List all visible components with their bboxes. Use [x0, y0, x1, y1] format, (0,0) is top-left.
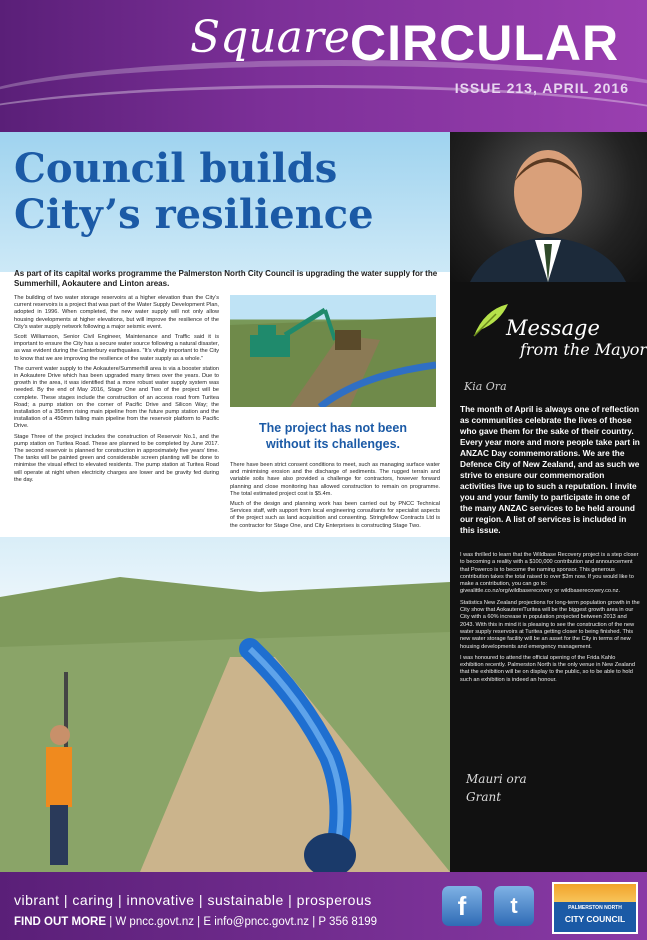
facebook-icon[interactable]: f: [442, 886, 482, 926]
masthead-title-script: Square: [190, 12, 350, 63]
greeting: Kia Ora: [464, 380, 507, 393]
council-values: vibrant | caring | innovative | sustainable | prosperous: [14, 892, 372, 908]
logo-text-line2: CITY COUNCIL: [564, 914, 626, 924]
mayor-portrait: [450, 132, 647, 282]
find-out-more-label: FIND OUT MORE: [14, 916, 106, 928]
article-column-2: [230, 462, 440, 533]
main-article: [0, 132, 450, 872]
pull-quote: The project has not been without its challenges.: [259, 421, 407, 451]
footer: [0, 872, 647, 940]
paragraph: Scott Williamson, Senior Civil Engineer, Maintenance and Traffic said it is important to ensure the City has a secure water source following a natural disaster, as was evident during the Canterbury earthquakes. “It’s vitally important to the City to know that we are improving the resilience of the water supply as a whole.”: [14, 334, 219, 362]
signoff: Mauri ora: [466, 772, 527, 786]
paragraph: I was honoured to attend the official opening of the Frida Kahlo exhibition recently. Palmerston North is the only venue in New Zealand that the exhibition will be on display to the public, so to be able to hold such an exhibition is indeed an honour.: [460, 654, 635, 683]
paragraph: There have been strict consent conditions to meet, such as managing surface water and minimising erosion and the discharge of sediments. The rugged terrain and variable soils have also provided a challenge for contractors, however forward planning and close monitoring has allowed construction to remain on programme. The total estimated project cost is $5.4m.: [230, 462, 440, 497]
mayor-lead-text: The month of April is always one of reflection as communities celebrate the lives of those who gave them for the sake of their country. Every year more and more people take part in ANZAC Day commemorations. We are the Defence City of New Zealand, and as such we strive to ensure our commemoration activities live up to such a reputation. I invite you and your family to participate in one of the many ANZAC services to be held around our region. A list of services is included in this issue.: [460, 404, 640, 535]
message-title: Message: [506, 316, 600, 340]
logo-text-line1: PALMERSTON NORTH: [568, 905, 622, 911]
article-column-1: [14, 295, 219, 487]
issue-label: ISSUE 213, APRIL 2016: [454, 80, 629, 96]
paragraph: The building of two water storage reservoirs at a higher elevation than the City’s current reservoirs is a project that was part of the Water Supply Development Plan, adopted in 1996. When completed, the new water supply will not only allow housing developments at higher elevations, but will improve the resilience of the City’s water supply network following a major seismic event.: [14, 295, 219, 330]
paragraph: The current water supply to the Aokautere/Summerhill area is via a booster station in Aokautere Drive which has been upgraded many times over the years. Due to growth in the area, it was identified that a more robust water supply system was needed. By the end of May 2016, Stage One and Two of the project will be complete. These stages include the construction of an access road from Turitea Road; a pump station on the corner of Pacific Drive and Silicon Way; the installation of a 355mm rising main pipeline from the future pump station and the installation of a 450mm falling main pipeline from the reservoir platform to Pacific Drive.: [14, 365, 219, 430]
masthead-title-main: CIRCULAR: [350, 15, 620, 71]
logo-band: [554, 884, 636, 902]
pipeline-photo: [0, 537, 450, 872]
paragraph: Stage Three of the project includes the construction of Reservoir No.1, and the pump station on Turitea Road. These are planned to be completed by June 2017. The second reservoir is planned for construction in approximately five years’ time. The tanks will be painted green and considerable screen planting will be done to minimise the visual effect to elevated residents. The pump station at Turitea Road will operate at night when electricity charges are lower and be gravity fed during the day.: [14, 433, 219, 483]
signature-name: Grant: [466, 790, 502, 804]
paragraph: I was thrilled to learn that the Wildbase Recovery project is a step closer to becoming a reality with a $100,000 contribution and announcement that Powerco is to become the naming sponsor. This generous contribution takes the total raised to over $3m now. If you would like to make a contribution, you can go to: givealittle.co.nz/org/wildbaserecovery or wildbaserecovery.co.nz.: [460, 552, 639, 595]
quill-icon: [470, 300, 510, 345]
paragraph: Much of the design and planning work has been carried out by PNCC Technical Services staff, with support from local engineering consultants for specialist aspects of the project such as land acquisition and consenting. Stringfellow Contracts Ltd is the contractor for Stage One, and City Enterprises is constructing Stage Two.: [230, 501, 440, 529]
council-logo: [552, 882, 638, 934]
article-intro: As part of its capital works programme the Palmerston North City Council is upgrading the water supply for the Summerhill, Aokautere and Linton areas.: [14, 269, 438, 288]
excavator-photo: [230, 295, 436, 407]
contact-details: | W pncc.govt.nz | E info@pncc.govt.nz | P 356 8199: [106, 916, 378, 928]
masthead: [0, 0, 647, 132]
contact-line: [14, 916, 377, 928]
mayor-sidebar: [450, 132, 647, 872]
message-subtitle: from the Mayor: [520, 340, 647, 359]
twitter-icon[interactable]: t: [494, 886, 534, 926]
article-headline: Council builds City’s resilience: [14, 145, 374, 238]
mayor-body: [460, 552, 640, 688]
paragraph: Statistics New Zealand projections for long-term population growth in the City show that Aokautere/Turitea will be the biggest growth area in our City with a 60% increase in population projected between 2013 and 2043. With this in mind it is pleasing to see the construction of the new water supply reservoirs at Turitea getting closer to being finished. This new water storage facility will be an asset for the City in terms of new housing developments and emergency management.: [460, 599, 640, 650]
